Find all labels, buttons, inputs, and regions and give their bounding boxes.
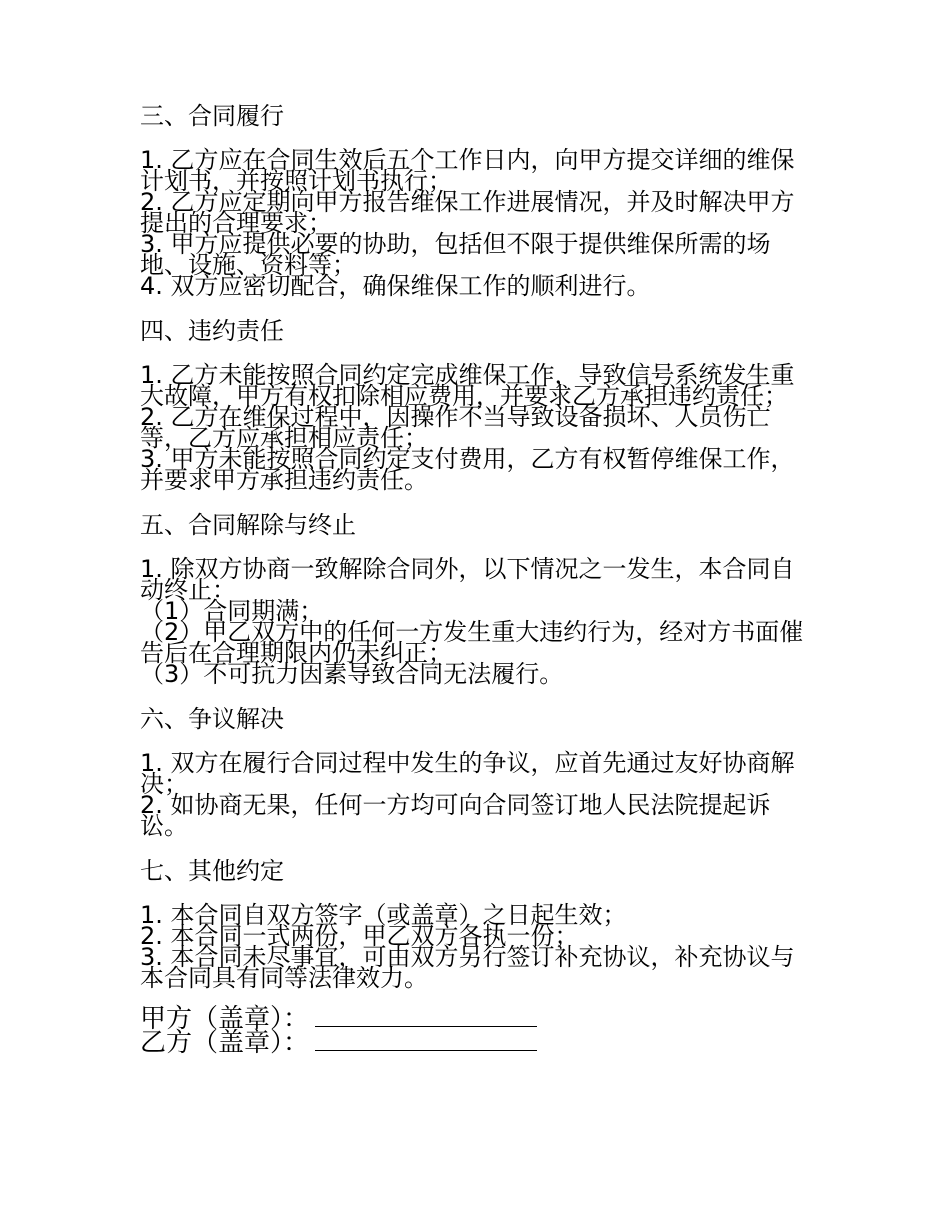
clause: 3. 本合同未尽事宜，可由双方另行签订补充协议，补充协议与本合同具有同等法律效力。 [140, 943, 795, 992]
clause: 2. 如协商无果，任何一方均可向合同签订地人民法院提起诉讼。 [140, 791, 771, 840]
clause: 3. 甲方未能按照合同约定支付费用，乙方有权暂停维保工作，并要求甲方承担违约责任。 [140, 445, 795, 494]
signature-block [140, 1004, 810, 1058]
clause: （2）甲乙双方中的任何一方发生重大违约行为，经对方书面催告后在合理期限内仍未纠正； [140, 618, 804, 667]
section-liability [140, 315, 810, 494]
party-b-signature [140, 1028, 810, 1058]
party-a-label: 甲方（盖章）： [140, 1004, 310, 1034]
clause: 2. 乙方在维保过程中，因操作不当导致设备损坏、人员伤亡等，乙方应承担相应责任； [140, 403, 771, 452]
clause: 4. 双方应密切配合，确保维保工作的顺利进行。 [140, 272, 651, 300]
clause: 1. 乙方应在合同生效后五个工作日内，向甲方提交详细的维保计划书，并按照计划书执行； [140, 146, 795, 195]
contract-page [140, 100, 810, 1058]
section-heading: 六、争议解决 [140, 705, 284, 733]
clause: 1. 除双方协商一致解除合同外，以下情况之一发生，本合同自动终止： [140, 555, 795, 604]
clause: 1. 乙方未能按照合同约定完成维保工作，导致信号系统发生重大故障，甲方有权扣除相应费用，并要求乙方承担违约责任； [140, 361, 795, 410]
section-heading: 四、违约责任 [140, 317, 284, 345]
section-other [140, 855, 810, 992]
clause: 2. 本合同一式两份，甲乙双方各执一份； [140, 922, 579, 950]
clause: （3）不可抗力因素导致合同无法履行。 [140, 660, 564, 688]
section-heading: 七、其他约定 [140, 857, 284, 885]
section-heading: 三、合同履行 [140, 102, 284, 130]
clause: 3. 甲方应提供必要的协助，包括但不限于提供维保所需的场地、设施、资料等； [140, 230, 771, 279]
clause: 1. 双方在履行合同过程中发生的争议，应首先通过友好协商解决； [140, 749, 795, 798]
party-b-label: 乙方（盖章）： [140, 1028, 310, 1058]
clause: 2. 乙方应定期向甲方报告维保工作进展情况，并及时解决甲方提出的合理要求； [140, 188, 795, 237]
clause: 1. 本合同自双方签字（或盖章）之日起生效； [140, 901, 627, 929]
clause: （1）合同期满； [140, 597, 324, 625]
section-dispute [140, 703, 810, 840]
section-performance [140, 100, 810, 300]
section-heading: 五、合同解除与终止 [140, 511, 356, 539]
party-b-signature-blank [315, 1032, 537, 1051]
party-a-signature-blank [315, 1008, 537, 1027]
section-termination [140, 509, 810, 688]
